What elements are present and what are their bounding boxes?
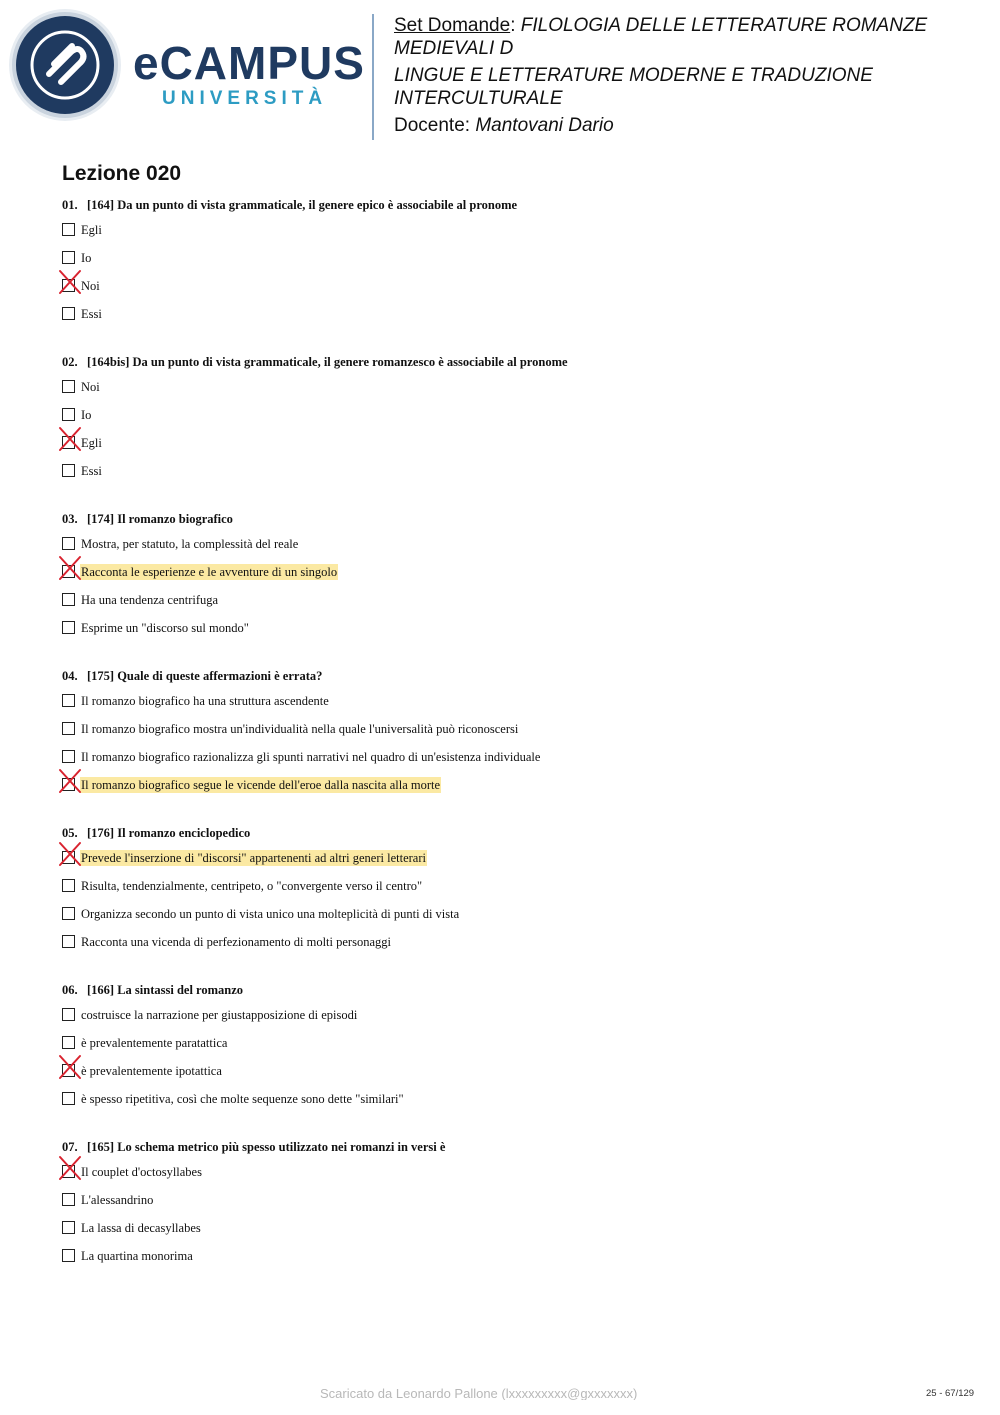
question-block xyxy=(62,353,962,491)
answer-text: Il couplet d'octosyllabes xyxy=(81,1165,202,1179)
answer-text: Essi xyxy=(81,464,102,478)
question-text: [164bis] Da un punto di vista grammaticale, il genere romanzesco è associabile al pronome xyxy=(87,355,568,369)
question-title xyxy=(62,353,962,371)
answer-checkbox[interactable] xyxy=(62,778,75,791)
answer-checkbox[interactable] xyxy=(62,1249,75,1262)
answer-checkbox[interactable] xyxy=(62,750,75,763)
answer-text: L'alessandrino xyxy=(81,1193,154,1207)
answer-text: costruisce la narrazione per giustapposizione di episodi xyxy=(81,1008,358,1022)
answer-text: Io xyxy=(81,408,92,422)
answer-option[interactable] xyxy=(62,721,962,749)
answer-option[interactable] xyxy=(62,1063,962,1091)
question-number: 06. xyxy=(62,983,78,997)
question-block xyxy=(62,510,962,648)
answer-option[interactable] xyxy=(62,1035,962,1063)
answer-text: Racconta una vicenda di perfezionamento di molti personaggi xyxy=(81,935,391,949)
answer-text: è prevalentemente ipotattica xyxy=(81,1064,222,1078)
answer-option[interactable] xyxy=(62,1164,962,1192)
question-title xyxy=(62,824,962,842)
answer-option[interactable] xyxy=(62,777,962,805)
footer-watermark: Scaricato da Leonardo Pallone (lxxxxxxxxx@gxxxxxxx) xyxy=(320,1386,638,1400)
answer-text: è prevalentemente paratattica xyxy=(81,1036,228,1050)
set-label: Set Domande xyxy=(394,15,511,36)
answer-checkbox[interactable] xyxy=(62,1008,75,1021)
answer-checkbox[interactable] xyxy=(62,907,75,920)
docente-label: Docente: xyxy=(394,115,471,136)
answer-checkbox[interactable] xyxy=(62,565,75,578)
logo-subtitle: UNIVERSITÀ xyxy=(162,88,328,109)
answer-option[interactable] xyxy=(62,1220,962,1248)
answer-option[interactable] xyxy=(62,222,962,250)
answer-option[interactable] xyxy=(62,463,962,491)
answer-checkbox[interactable] xyxy=(62,1193,75,1206)
answer-option[interactable] xyxy=(62,435,962,463)
answer-checkbox[interactable] xyxy=(62,621,75,634)
answer-option[interactable] xyxy=(62,278,962,306)
answer-checkbox[interactable] xyxy=(62,593,75,606)
answer-option[interactable] xyxy=(62,1192,962,1220)
question-title xyxy=(62,667,962,685)
page-number: 25 - 67/129 xyxy=(926,1388,975,1399)
answer-text: Il romanzo biografico ha una struttura ascendente xyxy=(81,694,329,708)
answer-text: La lassa di decasyllabes xyxy=(81,1221,201,1235)
answer-checkbox[interactable] xyxy=(62,1165,75,1178)
answer-text: Noi xyxy=(81,380,100,394)
question-text: [164] Da un punto di vista grammaticale, il genere epico è associabile al pronome xyxy=(87,198,518,212)
answer-checkbox[interactable] xyxy=(62,1064,75,1077)
answer-option[interactable] xyxy=(62,850,962,878)
answer-option[interactable] xyxy=(62,620,962,648)
question-text: [175] Quale di queste affermazioni è errata? xyxy=(87,669,323,683)
question-title xyxy=(62,981,962,999)
answer-option[interactable] xyxy=(62,693,962,721)
answer-checkbox[interactable] xyxy=(62,537,75,550)
logo-wordmark: eCAMPUS xyxy=(133,37,365,89)
answer-option[interactable] xyxy=(62,906,962,934)
question-block xyxy=(62,667,962,805)
answer-option[interactable] xyxy=(62,1248,962,1276)
answer-text: La quartina monorima xyxy=(81,1249,193,1263)
answer-option[interactable] xyxy=(62,749,962,777)
answer-text: Io xyxy=(81,251,92,265)
answer-option[interactable] xyxy=(62,536,962,564)
answer-option[interactable] xyxy=(62,250,962,278)
answer-checkbox[interactable] xyxy=(62,1036,75,1049)
lesson-title: Lezione 020 xyxy=(62,162,182,185)
answer-text: Ha una tendenza centrifuga xyxy=(81,593,219,607)
answer-text: Esprime un "discorso sul mondo" xyxy=(81,621,249,635)
answer-checkbox[interactable] xyxy=(62,1092,75,1105)
answer-text: Organizza secondo un punto di vista unico una molteplicità di punti di vista xyxy=(81,907,460,921)
answer-option[interactable] xyxy=(62,564,962,592)
question-block xyxy=(62,824,962,962)
answer-checkbox[interactable] xyxy=(62,408,75,421)
ecampus-logo-icon xyxy=(16,16,114,114)
course-title: FILOLOGIA DELLE LETTERATURE ROMANZE MEDIEVALI D xyxy=(394,15,928,59)
question-number: 02. xyxy=(62,355,78,369)
answer-checkbox[interactable] xyxy=(62,251,75,264)
answer-checkbox[interactable] xyxy=(62,279,75,292)
question-number: 05. xyxy=(62,826,78,840)
question-title xyxy=(62,1138,962,1156)
answer-text: Il romanzo biografico razionalizza gli spunti narrativi nel quadro di un'esistenza individuale xyxy=(81,750,541,764)
answer-text: è spesso ripetitiva, così che molte sequenze sono dette "similari" xyxy=(81,1092,404,1106)
answer-text: Egli xyxy=(81,223,102,237)
question-number: 03. xyxy=(62,512,78,526)
answer-checkbox[interactable] xyxy=(62,307,75,320)
answer-checkbox[interactable] xyxy=(62,380,75,393)
question-number: 04. xyxy=(62,669,78,683)
answer-checkbox[interactable] xyxy=(62,851,75,864)
course-info: Set Domande: FILOLOGIA DELLE LETTERATURE ROMANZE MEDIEVALI D LINGUE E LETTERATURE MODERNE E TRADUZIONE INTERCULTURALE Docente: Mantovani Dario xyxy=(394,15,928,136)
answer-option[interactable] xyxy=(62,878,962,906)
answer-option[interactable] xyxy=(62,934,962,962)
answer-option[interactable] xyxy=(62,1007,962,1035)
question-block xyxy=(62,1138,962,1276)
answer-option[interactable] xyxy=(62,407,962,435)
question-number: 01. xyxy=(62,198,78,212)
answer-option[interactable] xyxy=(62,592,962,620)
answer-text: Risulta, tendenzialmente, centripeto, o "convergente verso il centro" xyxy=(81,879,423,893)
header-divider xyxy=(372,14,374,140)
question-block xyxy=(62,981,962,1119)
question-text: [176] Il romanzo enciclopedico xyxy=(87,826,251,840)
answer-text: Prevede l'inserzione di "discorsi" appartenenti ad altri generi letterari xyxy=(81,851,426,865)
answer-checkbox[interactable] xyxy=(62,1221,75,1234)
answer-text: Mostra, per statuto, la complessità del reale xyxy=(81,537,299,551)
question-title xyxy=(62,196,962,214)
answer-text: Egli xyxy=(81,436,102,450)
question-text: [166] La sintassi del romanzo xyxy=(87,983,244,997)
question-list xyxy=(62,196,962,1295)
question-text: [174] Il romanzo biografico xyxy=(87,512,233,526)
answer-checkbox[interactable] xyxy=(62,694,75,707)
answer-checkbox[interactable] xyxy=(62,935,75,948)
question-block xyxy=(62,196,962,334)
answer-checkbox[interactable] xyxy=(62,464,75,477)
answer-option[interactable] xyxy=(62,306,962,334)
answer-checkbox[interactable] xyxy=(62,223,75,236)
question-number: 07. xyxy=(62,1140,78,1154)
answer-option[interactable] xyxy=(62,1091,962,1119)
answer-checkbox[interactable] xyxy=(62,436,75,449)
answer-text: Il romanzo biografico segue le vicende dell'eroe dalla nascita alla morte xyxy=(81,778,441,792)
answer-text: Racconta le esperienze e le avventure di un singolo xyxy=(81,565,338,579)
answer-option[interactable] xyxy=(62,379,962,407)
answer-text: Noi xyxy=(81,279,100,293)
answer-text: Il romanzo biografico mostra un'individualità nella quale l'universalità può riconoscersi xyxy=(81,722,519,736)
answer-text: Essi xyxy=(81,307,102,321)
page-header xyxy=(0,0,1000,150)
answer-checkbox[interactable] xyxy=(62,722,75,735)
docente-name: Mantovani Dario xyxy=(475,115,614,136)
program-name: LINGUE E LETTERATURE MODERNE E TRADUZIONE INTERCULTURALE xyxy=(394,65,873,109)
question-text: [165] Lo schema metrico più spesso utilizzato nei romanzi in versi è xyxy=(87,1140,446,1154)
question-title xyxy=(62,510,962,528)
answer-checkbox[interactable] xyxy=(62,879,75,892)
